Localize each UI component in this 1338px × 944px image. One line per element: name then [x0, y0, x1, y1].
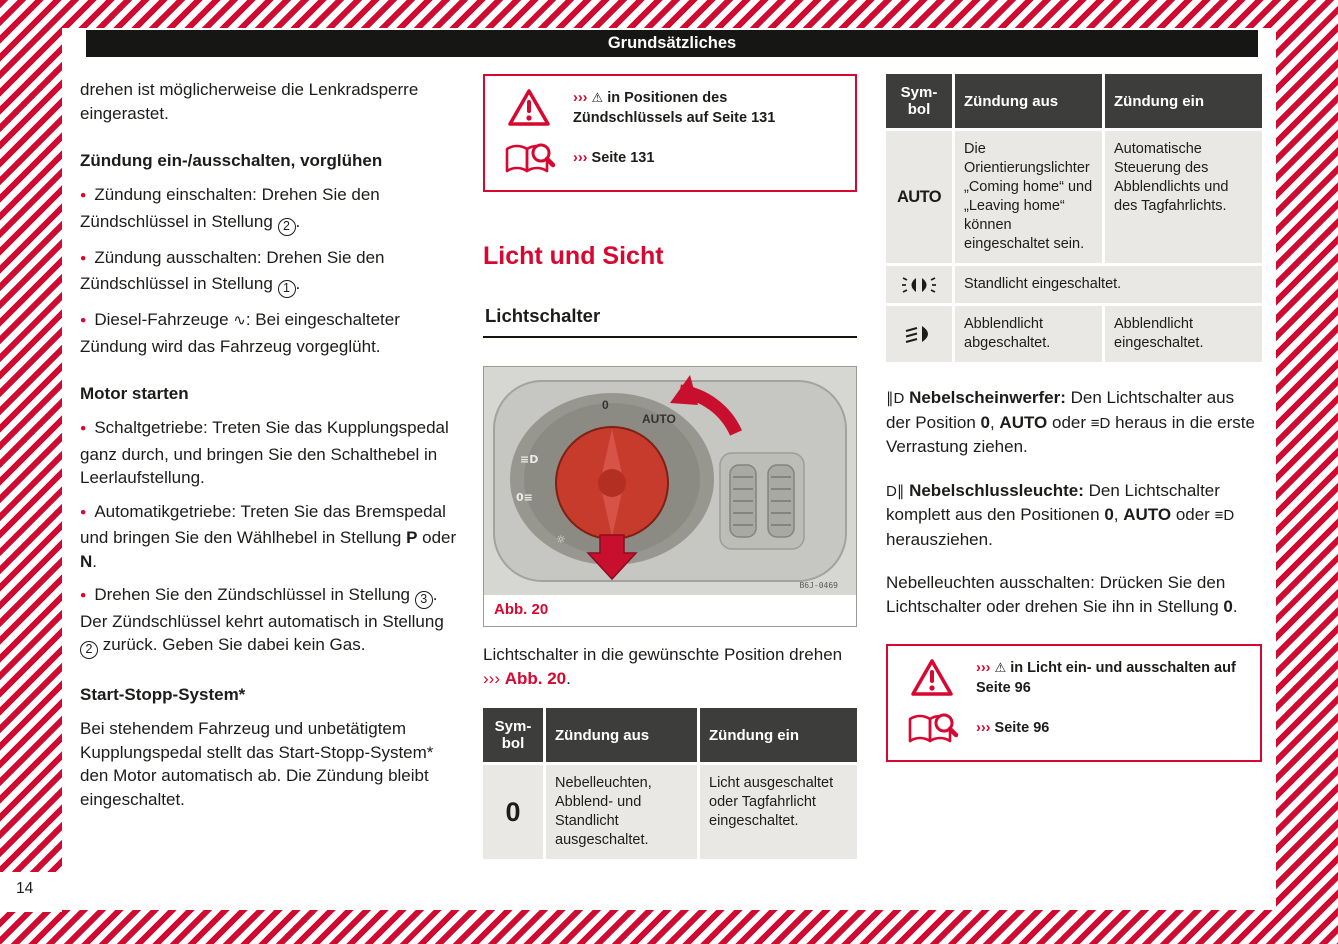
- heading-ignition: Zündung ein-/ausschalten, vorglühen: [80, 151, 383, 170]
- list-item: ● Zündung ausschalten: Drehen Sie den Zündschlüssel in Stellung 1 .: [80, 246, 464, 299]
- page-header: [86, 30, 1258, 57]
- column-header-ignition-on: Zündung ein: [700, 708, 857, 762]
- warning-triangle-icon: [904, 658, 960, 698]
- figure-code: B6J-0469: [799, 581, 838, 590]
- table-cell: Abblendlicht abgeschaltet.: [955, 306, 1102, 362]
- light-switch-illustration: [484, 367, 856, 595]
- book-magnifier-icon: [501, 140, 557, 178]
- table-cell: Abblendlicht eingeschaltet.: [1105, 306, 1262, 362]
- column-header-ignition-on: Zündung ein: [1105, 74, 1262, 128]
- table-cell-merged: Standlicht eingeschaltet.: [955, 266, 1262, 303]
- figure-light-switch: [483, 366, 857, 627]
- figure-label-bulb: ☼: [556, 533, 566, 546]
- column-header-symbol: Sym-bol: [886, 74, 952, 128]
- fog-front-paragraph: ∥D Nebelscheinwerfer: Den Lichtschalter aus der Position 0, AUTO oder ≡D heraus in die erste Verrastung ziehen.: [886, 388, 1255, 456]
- low-beam-icon: [886, 306, 952, 362]
- figure-label-zero: 0: [602, 398, 609, 412]
- fog-off-paragraph: Nebelleuchten ausschalten: Drücken Sie den Lichtschalter oder drehen Sie ihn in Stellung 0.: [886, 573, 1238, 616]
- see-page-reference-text: ››› Seite 131: [573, 150, 655, 167]
- list-item: ● Schaltgetriebe: Treten Sie das Kupplungspedal ganz durch, und bringen Sie den Schalthebel in Leerlaufstellung.: [80, 416, 464, 490]
- middle-column: [483, 74, 857, 859]
- table-cell: Automatische Steuerung des Abblendlichts und des Tagfahrlichts.: [1105, 131, 1262, 263]
- parking-light-icon: [886, 266, 952, 303]
- column-header-symbol: Sym-bol: [483, 708, 543, 762]
- page-header-title: Grundsätzliches: [607, 34, 737, 52]
- table-cell: Die Orientierungslichter „Coming home“ und „Leaving home“ können eingeschaltet sein.: [955, 131, 1102, 263]
- warning-reference-text: ››› ⚠ in Licht ein- und ausschalten auf Seite 96: [976, 660, 1236, 696]
- warning-reference-line: [904, 658, 1244, 698]
- book-magnifier-icon: [904, 710, 960, 748]
- warning-triangle-icon: [501, 88, 557, 128]
- symbol-cell-auto: AUTO: [886, 131, 952, 263]
- subsection-title-lichtschalter: Lichtschalter: [483, 305, 857, 338]
- table-cell: Nebelleuchten, Abblend- und Standlicht ausgeschaltet.: [546, 765, 697, 859]
- table-cell: Licht ausgeschaltet oder Tagfahrlicht eingeschaltet.: [700, 765, 857, 859]
- intro-paragraph: drehen ist möglicherweise die Lenkradsperre eingerastet.: [80, 80, 419, 123]
- fog-rear-paragraph: D∥ Nebelschlussleuchte: Den Lichtschalter komplett aus den Positionen 0, AUTO oder ≡D herausziehen.: [886, 480, 1235, 549]
- list-item: ● Automatikgetriebe: Treten Sie das Bremspedal und bringen Sie den Wählhebel in Stellung P oder N.: [80, 500, 464, 574]
- column-header-ignition-off: Zündung aus: [955, 74, 1102, 128]
- ignition-bullet-list: [80, 183, 464, 358]
- start-stop-paragraph: Bei stehendem Fahrzeug und unbetätigtem Kupplungspedal stellt das Start-Stopp-System* den Motor automatisch ab. Die Zündung bleibt eingeschaltet.: [80, 719, 434, 809]
- right-column: [886, 74, 1262, 762]
- section-title-licht-und-sicht: Licht und Sicht: [483, 242, 664, 270]
- light-switch-table-auto: [886, 74, 1262, 362]
- page-number: 14: [16, 880, 34, 897]
- column-header-ignition-off: Zündung aus: [546, 708, 697, 762]
- left-column: [80, 78, 464, 821]
- reference-box-light-switching: [886, 644, 1262, 762]
- figure-label-auto: AUTO: [642, 412, 676, 426]
- heading-engine-start: Motor starten: [80, 384, 189, 403]
- figure-label-fog: 0≡: [516, 491, 533, 504]
- figure-caption: Abb. 20: [484, 595, 856, 626]
- engine-start-bullet-list: [80, 416, 464, 659]
- see-page-reference-line: [904, 710, 1244, 748]
- see-page-reference-line: [501, 140, 839, 178]
- list-item: ● Drehen Sie den Zündschlüssel in Stellung 3 . Der Zündschlüssel kehrt automatisch in Stellung 2 zurück. Geben Sie dabei kein Gas.: [80, 583, 464, 659]
- symbol-cell-zero: 0: [483, 765, 543, 859]
- figure-label-lowbeam: ≡D: [520, 453, 539, 466]
- light-switch-table-off: [483, 708, 857, 859]
- warning-reference-line: [501, 88, 839, 128]
- reference-box-key-positions: [483, 74, 857, 192]
- list-item: ● Diesel-Fahrzeuge ∿: Bei eingeschalteter Zündung wird das Fahrzeug vorgeglüht.: [80, 308, 464, 358]
- list-item: ● Zündung einschalten: Drehen Sie den Zündschlüssel in Stellung 2 .: [80, 183, 464, 236]
- warning-reference-text: ››› ⚠ in Positionen des Zündschlüssels auf Seite 131: [573, 90, 776, 126]
- see-page-reference-text: ››› Seite 96: [976, 720, 1050, 737]
- figure-note: Lichtschalter in die gewünschte Position drehen ››› Abb. 20.: [483, 645, 843, 688]
- heading-start-stop: Start-Stopp-System*: [80, 685, 246, 704]
- page-content: [62, 28, 1276, 910]
